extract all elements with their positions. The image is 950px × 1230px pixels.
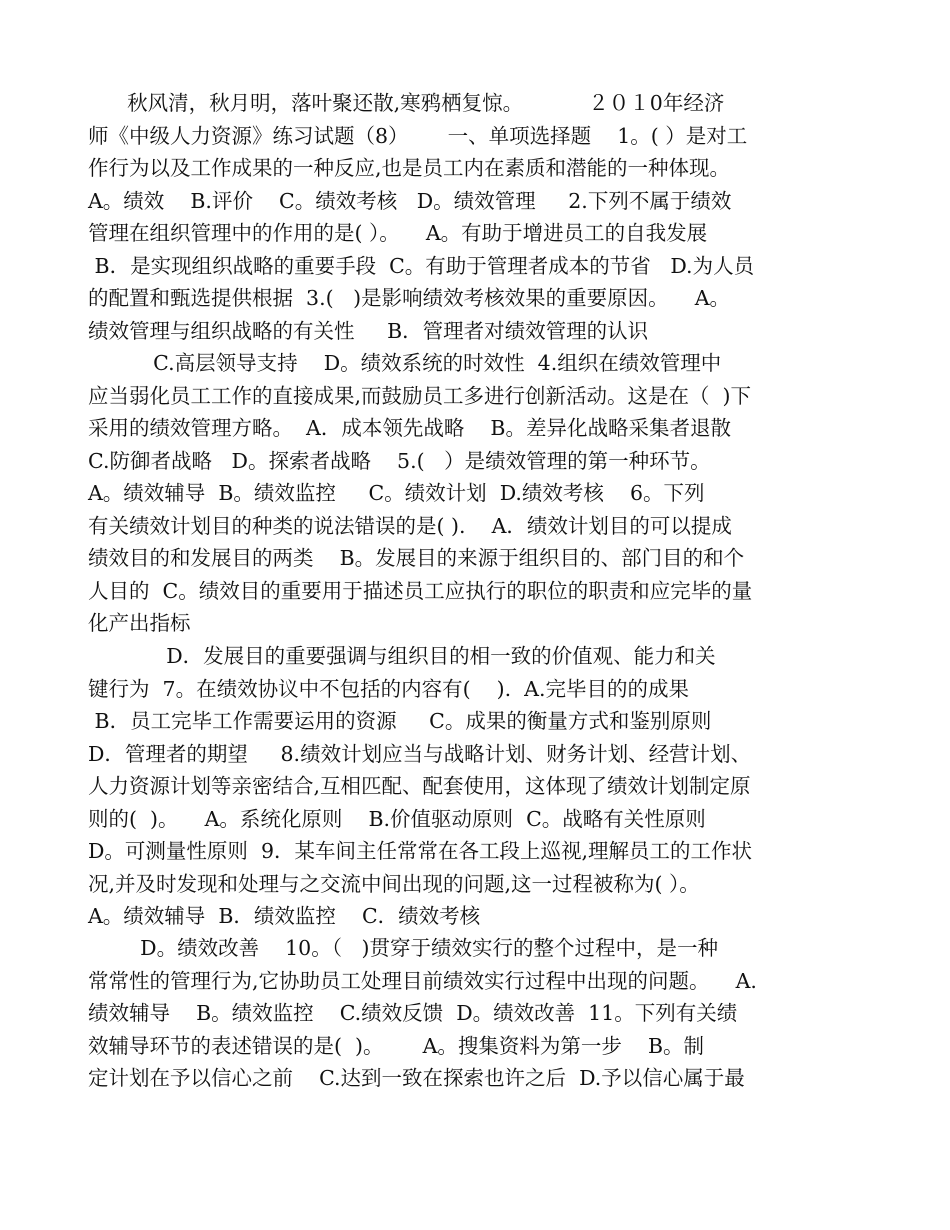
text-line: 采用的绩效管理方略。 A．成本领先战略 B。差异化战略采集者退散 <box>88 416 731 440</box>
text-line: 常常性的管理行为,它协助员工处理目前绩效实行过程中出现的问题。 A. <box>88 968 757 993</box>
text-line: 的配置和甄选提供根据 3.( )是影响绩效考核效果的重要原因。 A。 <box>88 286 731 310</box>
text-line: A。绩效 B.评价 C。绩效考核 D。绩效管理 2.下列不属于绩效 <box>88 188 732 213</box>
text-line: D。绩效改善 10。（ )贯穿于绩效实行的整个过程中，是一种 <box>88 936 719 960</box>
text-line: A。绩效辅导 B。绩效监控 C。绩效计划 D.绩效考核 6。下列 <box>88 481 705 505</box>
text-line: 人力资源计划等亲密结合,互相匹配、配套使用，这体现了绩效计划制定原 <box>88 774 751 798</box>
text-line: 秋风清，秋月明，落叶聚还散,寒鸦栖复惊。 ２０１0年经济 <box>88 91 725 115</box>
text-line: 况,并及时发现和处理与之交流中间出现的问题,这一过程被称为( ）。 <box>88 871 700 896</box>
text-line: 绩效管理与组织战略的有关性 B．管理者对绩效管理的认识 <box>88 318 649 343</box>
text-line: D．发展目的重要强调与组织目的相一致的价值观、能力和关 <box>88 644 716 668</box>
text-line: 则的( )。 A。系统化原则 B.价值驱动原则 C。战略有关性原则 <box>88 806 706 831</box>
text-line: C.高层领导支持 D。绩效系统的时效性 4.组织在绩效管理中 <box>88 351 722 375</box>
text-line: 绩效辅导 B。绩效监控 C.绩效反馈 D。绩效改善 11。下列有关绩 <box>88 1001 738 1025</box>
text-line: D．管理者的期望 8.绩效计划应当与战略计划、财务计划、经营计划、 <box>88 741 752 766</box>
text-line: 绩效目的和发展目的两类 B。发展目的来源于组织目的、部门目的和个 <box>88 546 745 570</box>
paragraph <box>88 347 860 640</box>
text-line: B．是实现组织战略的重要手段 C。有助于管理者成本的节省 D.为人员 <box>88 253 755 278</box>
text-line: 应当弱化员工工作的直接成果,而鼓励员工多进行创新活动。这是在（ )下 <box>88 383 752 408</box>
text-line: C.防御者战略 D。探索者战略 5.( ）是绩效管理的第一种环节。 <box>88 448 711 473</box>
text-line: A。绩效辅导 B．绩效监控 C．绩效考核 <box>88 904 481 928</box>
paragraph <box>88 640 860 933</box>
text-line: 有关绩效计划目的种类的说法错误的是( ). A．绩效计划目的可以提成 <box>88 513 732 538</box>
text-line: 化产出指标 <box>88 611 191 635</box>
text-line: 师《中级人力资源》练习试题（8） 一、单项选择题 1。( ）是对工 <box>88 123 748 148</box>
paragraph <box>88 932 860 1095</box>
text-line: D。可测量性原则 9．某车间主任常常在各工段上巡视,理解员工的工作状 <box>88 839 753 863</box>
text-line: 管理在组织管理中的作用的是( ）。 A。有助于增进员工的自我发展 <box>88 221 708 245</box>
text-line: B．员工完毕工作需要运用的资源 C。成果的衡量方式和鉴别原则 <box>88 709 712 733</box>
paragraph <box>88 87 860 347</box>
text-line: 定计划在予以信心之前 C.达到一致在探索也许之后 D.予以信心属于最 <box>88 1066 745 1090</box>
text-line: 键行为 7。在绩效协议中不包括的内容有( ). A.完毕目的的成果 <box>88 676 690 701</box>
text-line: 作行为以及工作成果的一种反应,也是员工内在素质和潜能的一种体现。 <box>88 156 731 180</box>
text-line: 人目的 C。绩效目的重要用于描述员工应执行的职位的职责和应完毕的量 <box>88 578 753 603</box>
text-line: 效辅导环节的表述错误的是( )。 A。搜集资料为第一步 B。制 <box>88 1033 705 1058</box>
